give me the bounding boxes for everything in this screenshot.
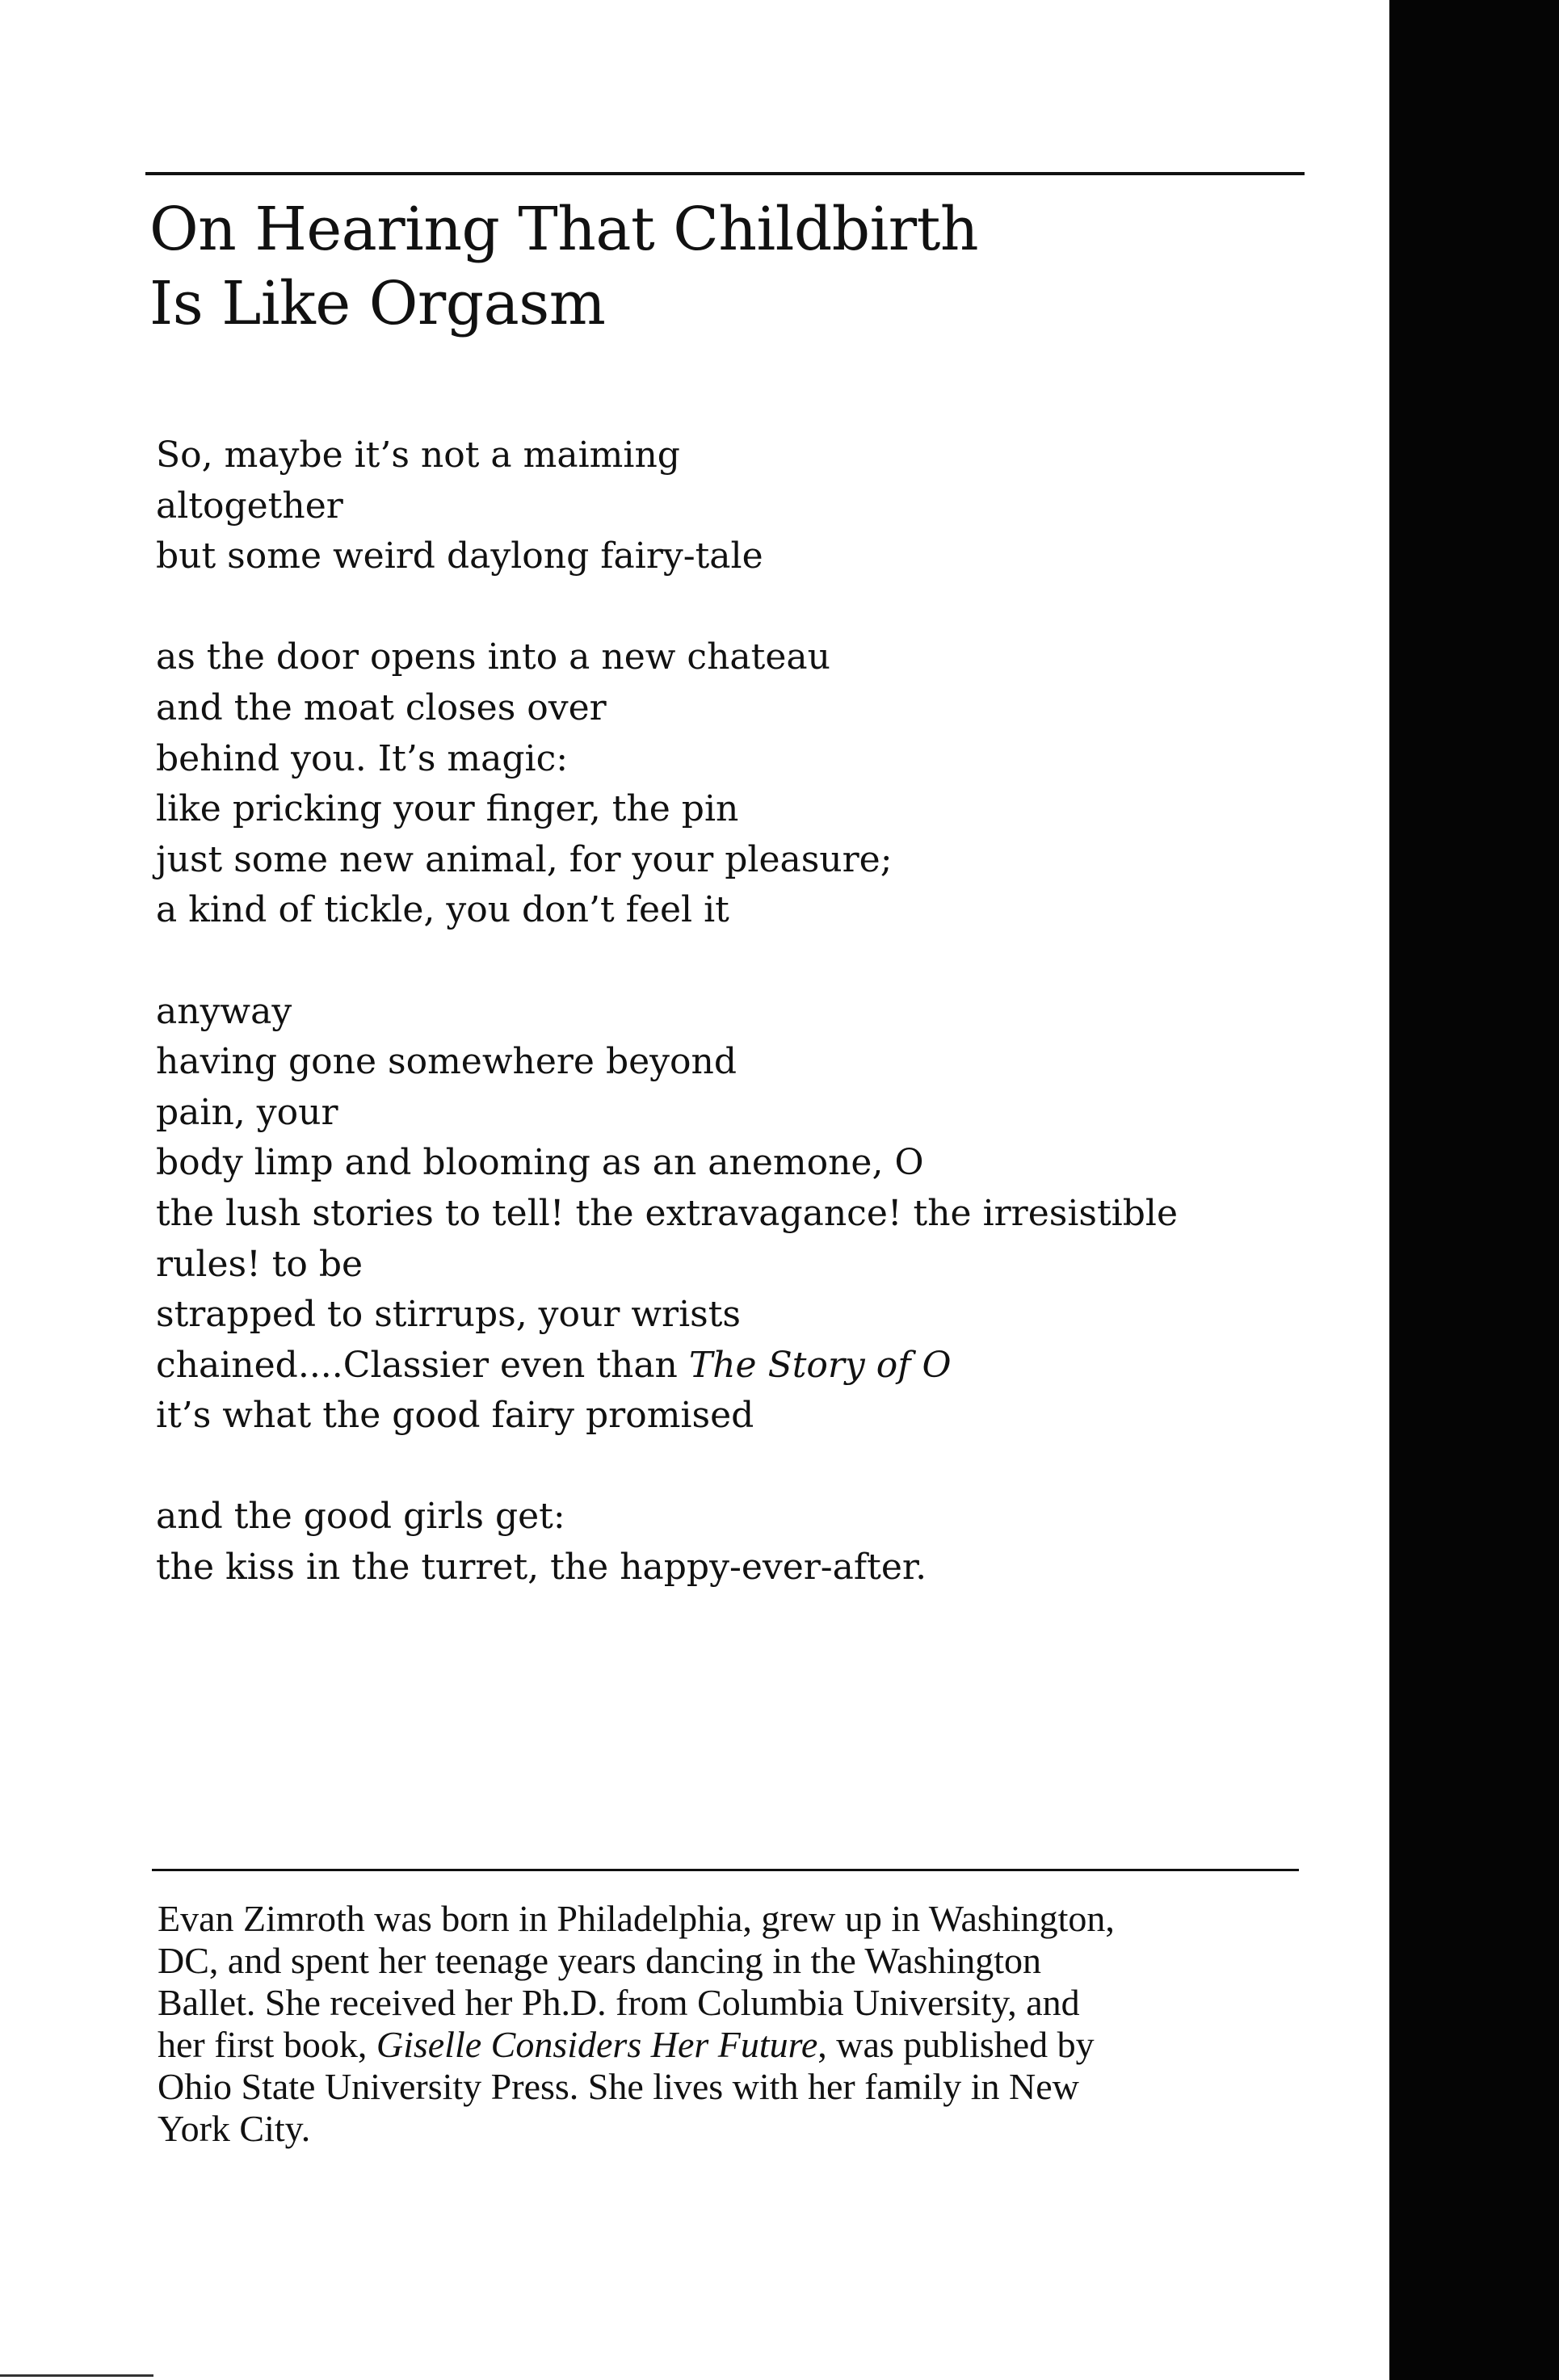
bottom-rule (152, 1869, 1299, 1871)
poem-line: having gone somewhere beyond (156, 1041, 737, 1083)
poem-line: strapped to stirrups, your wrists (156, 1294, 741, 1336)
bio-text: her first book, (158, 2024, 376, 2065)
poem-line: as the door opens into a new chateau (156, 636, 830, 678)
top-rule (145, 172, 1305, 175)
poem-line: and the good girls get: (156, 1496, 565, 1538)
italic-title: The Story of O (688, 1344, 952, 1386)
poem-line: rules! to be (156, 1243, 363, 1285)
scan-border-strip (1389, 0, 1559, 2380)
book-title: Giselle Considers Her Future (376, 2024, 818, 2065)
bio-line: DC, and spent her teenage years dancing in the Washington (158, 1940, 1042, 1981)
poem-title-line: On Hearing That Childbirth (149, 195, 979, 264)
stanza (156, 430, 1178, 582)
poem-line: and the moat closes over (156, 686, 607, 728)
poem-body (156, 430, 1178, 1593)
poem-line: the lush stories to tell! the extravagance! the irresistible (156, 1192, 1179, 1234)
poem-line: like pricking your finger, the pin (156, 788, 739, 830)
bio-text: , was published by (817, 2024, 1095, 2065)
poem-line: but some weird daylong fairy-tale (156, 535, 763, 577)
bio-line: Evan Zimroth was born in Philadelphia, grew up in Washington, (158, 1898, 1115, 1939)
poem-line (156, 1341, 1178, 1391)
poem-line: it’s what the good fairy promised (156, 1395, 754, 1437)
poem-line: a kind of tickle, you don’t feel it (156, 889, 729, 931)
stanza (156, 632, 1178, 936)
poem-line-text: chained....Classier even than (156, 1344, 689, 1386)
poem-title-line: Is Like Orgasm (149, 269, 606, 338)
stanza (156, 987, 1178, 1442)
poem-line: So, maybe it’s not a maiming (156, 434, 680, 476)
poem-line: the kiss in the turret, the happy-ever-after. (156, 1547, 927, 1589)
bio-line: Ohio State University Press. She lives with her family in New (158, 2066, 1079, 2107)
poem-line: just some new animal, for your pleasure; (156, 838, 893, 880)
poem-title (149, 192, 978, 341)
bio-line: Ballet. She received her Ph.D. from Columbia University, and (158, 1982, 1080, 2023)
bio-line (158, 2024, 1305, 2066)
stanza (156, 1492, 1178, 1593)
poem-line: pain, your (156, 1091, 338, 1133)
poem-line: body limp and blooming as an anemone, O (156, 1142, 924, 1184)
poem-line: behind you. It’s magic: (156, 737, 569, 779)
bio-line: York City. (158, 2108, 311, 2149)
author-bio (158, 1898, 1305, 2150)
poem-line: altogether (156, 485, 343, 527)
scan-edge-mark (0, 2374, 153, 2377)
poem-line: anyway (156, 990, 292, 1032)
